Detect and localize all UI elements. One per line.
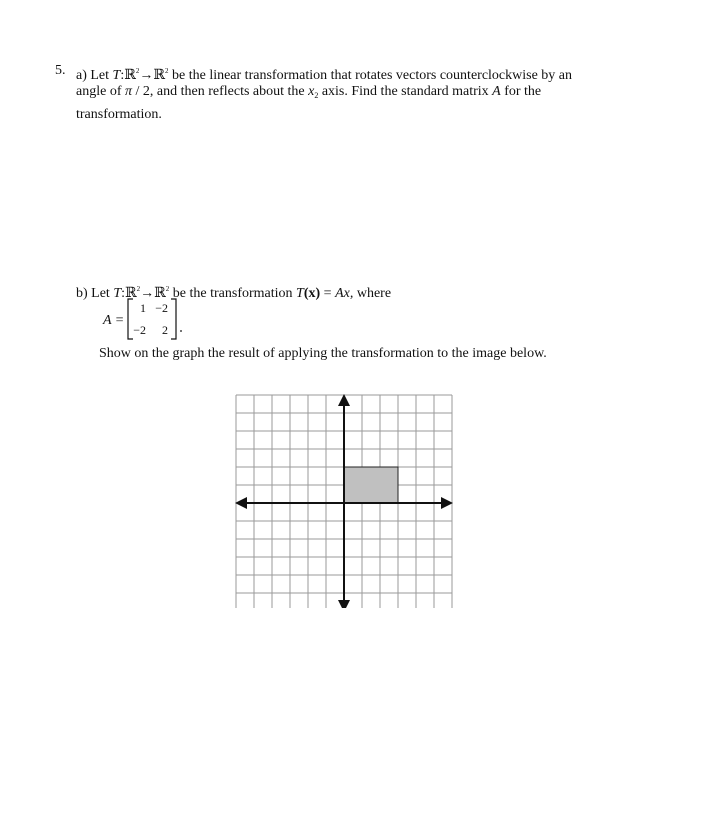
part-b-where: where [356, 286, 392, 301]
part-b-sq1: 2 [136, 285, 141, 293]
part-a-line-1 [76, 62, 572, 85]
part-a-T: T [112, 68, 121, 83]
part-a-label: a) Let [76, 68, 110, 83]
shaded-rectangle [344, 467, 398, 503]
part-b-formula-T: T [296, 286, 304, 301]
part-a-line-2 [76, 83, 541, 105]
part-b-mid: be the transformation [172, 286, 293, 301]
part-b-line-1 [76, 280, 391, 303]
trailing-dot [180, 330, 182, 332]
part-b-domain: :ℝ [121, 286, 137, 301]
part-b-formula-x: (x) [303, 286, 321, 301]
part-b-T: T [113, 286, 122, 301]
part-b-instruction: Show on the graph the result of applying the transformation to the image below. [99, 346, 547, 361]
part-a-domain: :ℝ [120, 68, 136, 83]
matrix-label: A = [103, 313, 125, 328]
matrix-a12: −2 [155, 301, 168, 315]
arrow-left-icon [235, 497, 247, 509]
matrix-A [126, 298, 190, 340]
problem-number: 5. [55, 63, 66, 78]
part-a-sq2: 2 [165, 67, 169, 75]
part-a-codomain: →ℝ [139, 68, 165, 83]
part-b-formula-Ax: Ax, [335, 286, 354, 301]
part-a-reflect-text: and then reflects about the [156, 84, 305, 99]
part-a-find-text: axis. Find the standard matrix [321, 84, 489, 99]
part-a-line1-rest: be the linear transformation that rotates vectors counterclockwise by an [172, 68, 573, 83]
coordinate-grid [232, 392, 456, 608]
part-a-x: x [308, 84, 315, 99]
part-b-label: b) Let [76, 286, 110, 301]
part-a-over2: / 2, [135, 84, 154, 99]
arrow-right-icon [441, 497, 453, 509]
part-b-formula-eq: = [323, 286, 332, 301]
part-a-sq1: 2 [135, 67, 140, 75]
matrix-a11: 1 [140, 301, 146, 315]
arrow-down-icon [338, 600, 350, 608]
part-a-A: A [492, 84, 501, 99]
part-a-subscript: 2 [314, 91, 319, 100]
matrix-a21: −2 [133, 323, 146, 337]
arrow-up-icon [338, 394, 350, 406]
right-bracket [171, 299, 176, 339]
part-a-pi: π [124, 84, 132, 99]
part-a-for-text: for the [504, 84, 542, 99]
part-b-codomain: →ℝ [140, 286, 166, 301]
part-a-line-3: transformation. [76, 107, 162, 122]
part-b-sq2: 2 [165, 285, 170, 293]
part-a-angle-text: angle of [76, 84, 122, 99]
matrix-a22: 2 [162, 323, 168, 337]
